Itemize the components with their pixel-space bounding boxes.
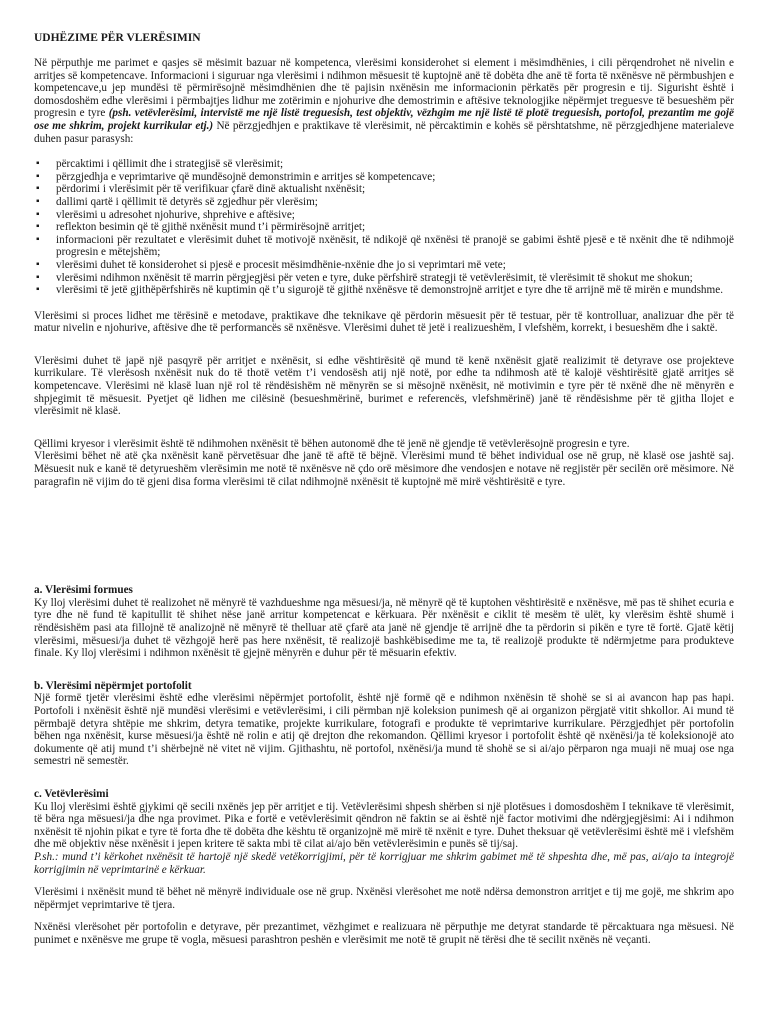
section-heading-formues: a. Vlerësimi formues xyxy=(34,584,133,597)
section-heading-portofol: b. Vlerësimi nëpërmjet portofolit xyxy=(34,679,192,692)
criteria-list xyxy=(34,158,734,297)
list-item: ▪ reflekton besimin që të gjithë nxënësit mund t’i përmirësojnë arritjet; xyxy=(56,221,734,234)
paragraph-goal: Qëllimi kryesor i vlerësimit është të ndihmohen nxënësit të bëhen autonomë dhe të jenë në gjendje të vetëvlerësojnë progresin e tyre. xyxy=(34,437,630,450)
list-item: ▪ dallimi qartë i qëllimit të detyrës së zgjedhur për vlerësim; xyxy=(56,196,734,209)
section-text-portofol: Një formë tjetër vlerësimi është edhe vlerësimi nëpërmjet portofolit, është një formë që e ndihmon nxënësin të shohë se si ai avancon hap pas hapi. Portofoli i nxënësit është një mundësi vlerësimi e vetëvlerësimi, i cili përmban një koleksion punimesh që ai organizon përgjatë vitit shkollor. Ai mund të përmbajë detyra shtëpie me shkrim, detyra tematike, projekte kurrikulare, fotografi e produkte të veprimtarive kurrikulare. Përzgjedhjet për portofolin bëhen nga nxënësit, kurse mësuesi/ja është në rolin e atij që drejton dhe rekomandon. Qëllimi kryesor i portofolit është që nxënësi/ja të koleksionojë ato dokumente që atij mund t’i shërbejnë në vitet në vijim. Gjithashtu, në portofol, nxënësi/ja mund të shohë se si ai/ajo përparon nga muaji në muaj ose nga semestri në semestër. xyxy=(34,692,734,768)
list-item: ▪ vlerësimi ndihmon nxënësit të marrin përgjegjësi për veten e tyre, duke përfshirë strategji të vetëvlerësimit, të vlerësimit të shokut me shokun; xyxy=(56,272,734,285)
section-heading-vetevleresimi: c. Vetëvlerësimi xyxy=(34,787,109,800)
list-item: ▪ informacioni për rezultatet e vlerësimit duhet të motivojë nxënësit, të ndikojë që nxënësi të pranojë se gabimi është pjesë e të nxënit dhe të ndihmojë progresin e mëtejshëm; xyxy=(56,234,734,259)
paragraph-individual-group: Vlerësimi i nxënësit mund të bëhet në mënyrë individuale ose në grup. Nxënësi vlerësohet me notë ndërsa demonstron arritjet e tij me gojë, me shkrim apo nëpërmjet veprimtarive të tjera. xyxy=(34,886,734,911)
list-item: ▪ vlerësimi duhet të konsiderohet si pjesë e procesit mësimdhënie-nxënie dhe jo si veprimtari më vete; xyxy=(56,259,734,272)
list-item: ▪ përzgjedhja e veprimtarive që mundësojnë demonstrimin e arritjes së kompetencave; xyxy=(56,171,734,184)
intro-text: Në përputhje me parimet e qasjes së mësimit bazuar në kompetenca, vlerësimi konsiderohet si element i mësimdhënies, i cili përqendrohet në nivelin e arritjes së kompetencave. Informacioni i siguruar nga vlerësimi i ndihmon mësuesit të kuptojnë anë të dobëta dhe anë të forta të nxënësve në përmbushjen e kompetencave,u jep mundësi të përmirësojnë mësimdhënien dhe të pajisin nxënësin me informacionin përkatës për progresin e tij. Sigurisht është i domosdoshëm edhe vlerësimi i përmbajtjes lidhur me zotërimin e njohurive dhe demostrimin e aftësive teknologjike nëpërmjet treguesve të besueshëm për progresin e tyre xyxy=(34,57,734,120)
intro-emphasis: (psh. vetëvlerësimi, intervistë me një listë treguesish, test objektiv, vëzhgim me një listë të plotë treguesish, portofol, prezantim me gojë ose me shkrim, projekt kurrikular etj.) xyxy=(34,107,734,132)
section-text-formues: Ky lloj vlerësimi duhet të realizohet në mënyrë të vazhdueshme nga mësuesi/ja, në mënyrë që të kuptohen vështirësitë e nxënësve, më pas të shihet ecuria e tyre dhe në fund të kapitullit të shihet nëse janë arritur kompetencat e kërkuara. Për nxënësit e ciklit të mesëm të ulët, ky vlerësim është shumë i rëndësishëm pasi ata fillojnë të analizojnë në mënyrë të thelluar atë çfarë ata janë në gjendje të arrijnë dhe ta përdorin si pikën e tyre të fortë. Gjatë këtij vlerësimi, mësuesi/ja duhet të vëzhgojë herë pas here nxënësit, të realizojë bashkëbisedime me ta, të realizojë produkte të ndërmjetme para produkteve finale. Ky lloj vlerësimi i ndihmon nxënësit të gjejnë mënyrën e duhur për të mësuarin efektiv. xyxy=(34,596,734,660)
paragraph-portfolio-grading: Nxënësi vlerësohet për portofolin e detyrave, për prezantimet, vëzhgimet e realizuara në përputhje me detyrat standarde të përcaktuara nga mësuesi. Në punimet e nxënësve me grupe të vogla, mësuesi parashtron peshën e vlerësimit me notë të grupit në tërësi dhe të secilit nxënës në veçanti. xyxy=(34,921,734,946)
section-note-example: P.sh.: mund t’i kërkohet nxënësit të hartojë një skedë vetëkorrigjimi, për të korrigjuar me shkrim gabimet më të shpeshta dhe, më pas, ai/ajo ta integrojë korrigjimin në veprimtarinë e kërkuar. xyxy=(34,850,734,876)
list-item: ▪ përdorimi i vlerësimit për të verifikuar çfarë dinë aktualisht nxënësit; xyxy=(56,183,734,196)
page-title: UDHËZIME PËR VLERËSIMIN xyxy=(34,32,201,44)
paragraph-forms: Vlerësimi bëhet në atë çka nxënësit kanë përvetësuar dhe janë të aftë të bëjnë. Vlerësimi mund të bëhet individual ose në grup, në klasë ose jashtë saj. Mësuesit nuk e kanë të detyrueshëm vlerësimin me notë të nxënësve në çdo orë mësimore dhe vendosjen e notave në regjistër për secilën orë mësimore. Në paragrafin në vijim do të gjeni disa forma vlerësimi të cilat ndihmojnë nxënësit të kuptojnë më mirë vështirësitë e tyre. xyxy=(34,450,734,488)
paragraph-process: Vlerësimi si proces lidhet me tërësinë e metodave, praktikave dhe teknikave që përdorin mësuesit për të testuar, për të kontrolluar, analizuar dhe për të matur nivelin e njohurive, aftësive dhe të performancës së nxënësve. Vlerësimi duhet të jetë i realizueshëm, I vlefshëm, korrekt, i besueshëm dhe i saktë. xyxy=(34,309,734,335)
intro-text-end: Në përzgjedhjen e praktikave të vlerësimit, në përcaktimin e kohës së përshtatshme, në përzgjedhjene materialeve duhen pasur parasysh: xyxy=(34,119,734,145)
paragraph-overview: Vlerësimi duhet të japë një pasqyrë për arritjet e nxënësit, si edhe vështirësitë që mund të kenë nxënësit gjatë realizimit të detyrave ose projekteve kurrikulare. Të vlerësosh nxënësit nuk do të thotë vetëm t’i vendosësh atij një notë, por edhe ta ndihmosh atë të kalojë vështirësitë gjatë arritjes së kompetencave. Vlerësimi në klasë luan një rol të rëndësishëm në mënyrën se si mësojnë nxënësit, në motivimin e tyre për të nxënë dhe në mënyrën e shpjegimit të mësuesit. Pyetjet që lidhen me cilësinë (besueshmërinë, burimet e referencës, vlefshmërinë) janë të rëndësishme për të gjitha llojet e vlerësimit në klasë. xyxy=(34,354,734,418)
intro-paragraph xyxy=(34,57,734,145)
list-item: ▪ përcaktimi i qëllimit dhe i strategjisë së vlerësimit; xyxy=(56,158,734,171)
list-item: ▪ vlerësimi u adresohet njohurive, shprehive e aftësive; xyxy=(56,209,734,222)
section-text-vetevleresimi: Ku lloj vlerësimi është gjykimi që secili nxënës jep për arritjet e tij. Vetëvlerësimi shpesh shërben si një plotësues i domosdoshëm I teknikave të vlerësimit, të bëra nga mësuesi/ja dhe nga provimet. Pika e fortë e vetëvlerësimit qëndron në faktin se ai është një factor motivimi dhe ndërgjegjësimi: Ai i ndihmon nxënësit të njohin pikat e tyre të forta dhe të dobëta dhe kështu të organizojnë më mirë të nxënit e tyre. Duhet theksuar që vetëvlerësimi është më i vlefshëm dhe më objektiv nëse nxënësit i jepen kritere të sakta mbi të cilat ai/ajo bën vetëvlerësimin e punës së tij/saj. xyxy=(34,800,734,851)
list-item: ▪ vlerësimi të jetë gjithëpërfshirës në kuptimin që t’u sigurojë të gjithë nxënësve të demonstrojnë arritjet e tyre dhe të arrijnë më të mirën e mundshme. xyxy=(56,284,734,297)
